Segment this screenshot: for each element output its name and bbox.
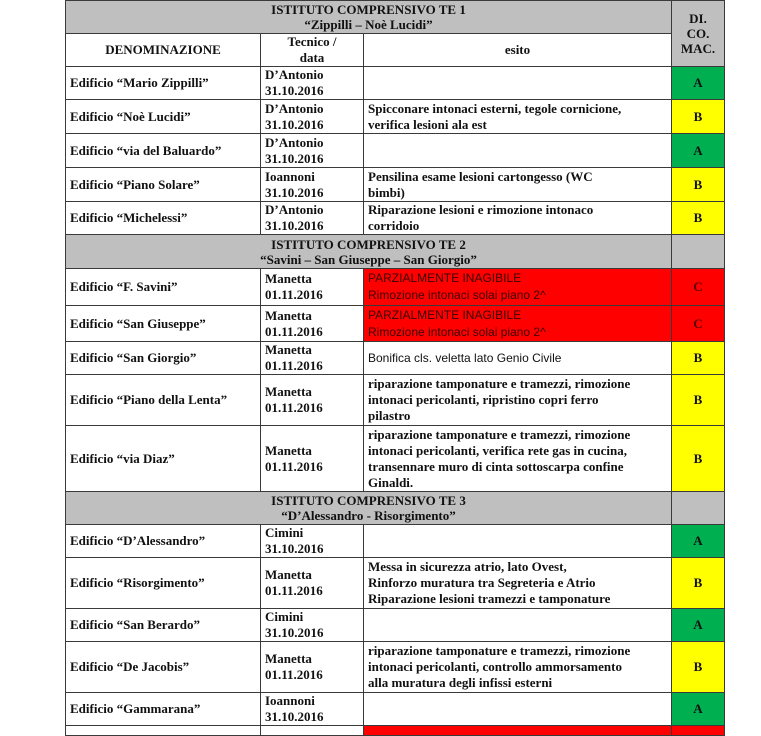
building-name: Edificio “Risorgimento” bbox=[66, 558, 261, 609]
building-name: Edificio “San Giorgio” bbox=[66, 342, 261, 375]
data: 01.11.2016 bbox=[265, 323, 323, 339]
tecnico: Cimini bbox=[265, 609, 304, 624]
building-name: Edificio “San Giuseppe” bbox=[66, 306, 261, 342]
rating-empty bbox=[672, 235, 725, 269]
tecnico: Manetta bbox=[265, 442, 312, 458]
building-name: Edificio “F. Savini” bbox=[66, 269, 261, 306]
rating-badge: B bbox=[672, 558, 725, 609]
rating-badge: A bbox=[672, 525, 725, 558]
tecnico: Manetta bbox=[265, 271, 312, 286]
esito: riparazione tamponature e tramezzi, rimozione intonaci pericolanti, ripristino copri ferro pilastro bbox=[364, 375, 672, 426]
data: 31.10.2016 bbox=[265, 541, 324, 556]
tecnico-data bbox=[261, 609, 364, 642]
table-row bbox=[66, 609, 725, 642]
building-name: Edificio “Gammarana” bbox=[66, 693, 261, 726]
data: 31.10.2016 bbox=[265, 218, 324, 233]
tecnico-data bbox=[261, 168, 364, 202]
tecnico: Manetta bbox=[265, 567, 312, 582]
table-row-partial bbox=[66, 726, 725, 736]
tecnico: Cimini bbox=[265, 525, 304, 540]
tecnico-data bbox=[261, 558, 364, 609]
esito bbox=[364, 609, 672, 642]
esito bbox=[364, 525, 672, 558]
table-row bbox=[66, 168, 725, 202]
group-title-cell bbox=[66, 492, 672, 525]
table-row bbox=[66, 525, 725, 558]
building-name: Edificio “Michelessi” bbox=[66, 202, 261, 235]
group-header-te3 bbox=[66, 492, 725, 525]
esito: Spicconare intonaci esterni, tegole cornicione, verifica lesioni ala est bbox=[364, 100, 672, 134]
table-row bbox=[66, 134, 725, 168]
rating-badge: B bbox=[672, 375, 725, 426]
tecnico-data bbox=[261, 342, 364, 375]
tecnico-data bbox=[261, 375, 364, 426]
building-name-cut bbox=[66, 726, 261, 736]
rating-badge: C bbox=[672, 306, 725, 342]
rating-badge-cut bbox=[672, 726, 725, 736]
rating-badge: A bbox=[672, 693, 725, 726]
group-title: ISTITUTO COMPRENSIVO TE 1 bbox=[271, 2, 466, 17]
esito: Messa in sicurezza atrio, lato Ovest, Rinforzo muratura tra Segreteria e Atrio Riparazione lesioni tramezzi e tamponature bbox=[364, 558, 672, 609]
esito: Bonifica cls. veletta lato Genio Civile bbox=[364, 342, 672, 375]
rating-empty bbox=[672, 492, 725, 525]
building-name: Edificio “Piano Solare” bbox=[66, 168, 261, 202]
data: 31.10.2016 bbox=[265, 709, 324, 724]
tecnico-data bbox=[261, 269, 364, 306]
rating-badge: B bbox=[672, 426, 725, 492]
table-row bbox=[66, 306, 725, 342]
building-name: Edificio “D’Alessandro” bbox=[66, 525, 261, 558]
rating-badge: B bbox=[672, 342, 725, 375]
tecnico: D’Antonio bbox=[265, 134, 324, 150]
tecnico: Ioannoni bbox=[265, 168, 315, 184]
esito-alert: PARZIALMENTE INAGIBILE Rimozione intonaci solai piano 2^ bbox=[364, 306, 672, 342]
column-header-row bbox=[66, 34, 725, 67]
tecnico: Manetta bbox=[265, 651, 312, 666]
building-name: Edificio “via Diaz” bbox=[66, 426, 261, 492]
esito-alert: PARZIALMENTE INAGIBILE Rimozione intonaci solai piano 2^ bbox=[364, 269, 672, 306]
group-header-te1 bbox=[66, 1, 725, 34]
data: 01.11.2016 bbox=[265, 400, 323, 415]
building-name: Edificio “Piano della Lenta” bbox=[66, 375, 261, 426]
group-title: ISTITUTO COMPRENSIVO TE 2 bbox=[271, 236, 466, 252]
tecnico: Ioannoni bbox=[265, 693, 315, 708]
group-subtitle: “D’Alessandro - Risorgimento” bbox=[281, 508, 456, 523]
denominazione-column-header: DENOMINAZIONE bbox=[66, 34, 261, 67]
group-title-cell bbox=[66, 1, 672, 34]
tecnico: Manetta bbox=[265, 307, 312, 323]
esito: Riparazione lesioni e rimozione intonaco corridoio bbox=[364, 202, 672, 235]
table-row bbox=[66, 426, 725, 492]
tecnico-data bbox=[261, 642, 364, 693]
group-header-te2 bbox=[66, 235, 725, 269]
group-title: ISTITUTO COMPRENSIVO TE 3 bbox=[271, 493, 466, 508]
rating-badge: B bbox=[672, 202, 725, 235]
data: 01.11.2016 bbox=[265, 667, 323, 682]
rating-badge: A bbox=[672, 609, 725, 642]
building-inspection-table bbox=[65, 0, 725, 736]
data: 31.10.2016 bbox=[265, 184, 324, 200]
table-row bbox=[66, 642, 725, 693]
rating-badge: B bbox=[672, 100, 725, 134]
dicomac-column-header: DI. CO. MAC. bbox=[672, 1, 725, 67]
rating-badge: A bbox=[672, 134, 725, 168]
tecnico-data bbox=[261, 693, 364, 726]
rating-badge: B bbox=[672, 642, 725, 693]
esito: riparazione tamponature e tramezzi, rimozione intonaci pericolanti, verifica rete gas in cucina, transennare muro di cinta sottoscarpa confine Ginaldi. bbox=[364, 426, 672, 492]
group-subtitle: “Savini – San Giuseppe – San Giorgio” bbox=[260, 251, 477, 267]
tecnico-data bbox=[261, 100, 364, 134]
rating-badge: A bbox=[672, 67, 725, 100]
tecnico-data-cut bbox=[261, 726, 364, 736]
rating-badge: C bbox=[672, 269, 725, 306]
tecnico-data bbox=[261, 426, 364, 492]
tecnico-data bbox=[261, 67, 364, 100]
esito: Pensilina esame lesioni cartongesso (WC bimbi) bbox=[364, 168, 672, 202]
tecnico: D’Antonio bbox=[265, 100, 324, 116]
data: 01.11.2016 bbox=[265, 458, 323, 474]
data: 01.11.2016 bbox=[265, 358, 323, 373]
esito-alert-cut bbox=[364, 726, 672, 736]
table-row bbox=[66, 202, 725, 235]
table-row bbox=[66, 558, 725, 609]
tecnico: Manetta bbox=[265, 384, 312, 399]
table-row bbox=[66, 375, 725, 426]
data: 31.10.2016 bbox=[265, 116, 324, 132]
group-title-cell bbox=[66, 235, 672, 269]
tecnico-data bbox=[261, 525, 364, 558]
data: 01.11.2016 bbox=[265, 583, 323, 598]
building-name: Edificio “via del Baluardo” bbox=[66, 134, 261, 168]
tecnico-data bbox=[261, 134, 364, 168]
data: 31.10.2016 bbox=[265, 625, 324, 640]
tecnico-data bbox=[261, 306, 364, 342]
tecnico: D’Antonio bbox=[265, 67, 324, 82]
data: 01.11.2016 bbox=[265, 287, 323, 302]
building-name: Edificio “Noè Lucidi” bbox=[66, 100, 261, 134]
group-subtitle: “Zippilli – Noè Lucidi” bbox=[304, 17, 433, 32]
esito bbox=[364, 693, 672, 726]
tecnico: D’Antonio bbox=[265, 202, 324, 217]
esito bbox=[364, 134, 672, 168]
table-row bbox=[66, 67, 725, 100]
building-name: Edificio “San Berardo” bbox=[66, 609, 261, 642]
tecnico: Manetta bbox=[265, 342, 312, 357]
tecnico-column-header: Tecnico / data bbox=[261, 34, 364, 67]
table-row bbox=[66, 342, 725, 375]
table-row bbox=[66, 100, 725, 134]
building-name: Edificio “Mario Zippilli” bbox=[66, 67, 261, 100]
rating-badge: B bbox=[672, 168, 725, 202]
data: 31.10.2016 bbox=[265, 83, 324, 98]
tecnico-data bbox=[261, 202, 364, 235]
table-row bbox=[66, 693, 725, 726]
esito bbox=[364, 67, 672, 100]
esito-column-header: esito bbox=[364, 34, 672, 67]
table-row bbox=[66, 269, 725, 306]
esito: riparazione tamponature e tramezzi, rimozione intonaci pericolanti, controllo ammorsamento alla muratura degli infissi esterni bbox=[364, 642, 672, 693]
building-name: Edificio “De Jacobis” bbox=[66, 642, 261, 693]
data: 31.10.2016 bbox=[265, 150, 324, 166]
